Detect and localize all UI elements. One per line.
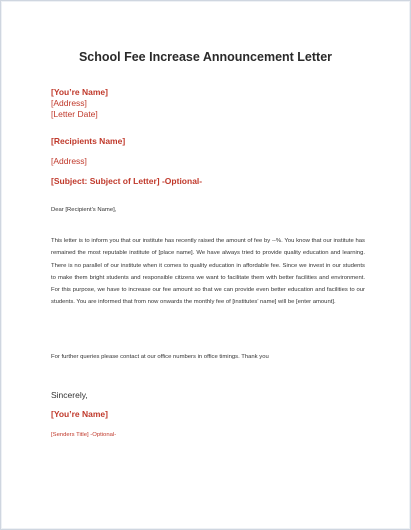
recipient-address: [Address] xyxy=(51,156,87,166)
letter-subject: [Subject: Subject of Letter] -Optional- xyxy=(51,176,203,186)
body-paragraph-2: For further queries please contact at our office numbers in office timings. Thank you xyxy=(51,354,269,360)
signature-title: [Senders Title] -Optional- xyxy=(51,432,117,438)
closing: Sincerely, xyxy=(51,390,88,400)
body-paragraph-1: This letter is to inform you that our institute has recently raised the amount of fee by --%. You know that our institute has remained the most reputable institute of [place name]. We have always tried to provide quality education and learning. There is no parallel of our institute when it comes to quality education in affordable fee. Since we invest in our students to make them bright students and responsible citizens we want to facilitate them with better facilities and environment. For this purpose, we have to increase our fee amount so that we can provide even better education and facilities to our students. You are informed that from now onwards the monthly fee of [institutes’ name] will be [enter amount]. xyxy=(51,238,365,306)
sender-name: [You’re Name] xyxy=(51,87,108,97)
signature-name: [You’re Name] xyxy=(51,409,108,419)
letter-title: School Fee Increase Announcement Letter xyxy=(78,50,333,64)
salutation: Dear [Recipient’s Name], xyxy=(51,207,117,213)
sender-address: [Address] xyxy=(51,98,87,108)
recipient-name: [Recipients Name] xyxy=(51,136,126,146)
letter-date: [Letter Date] xyxy=(51,109,98,119)
